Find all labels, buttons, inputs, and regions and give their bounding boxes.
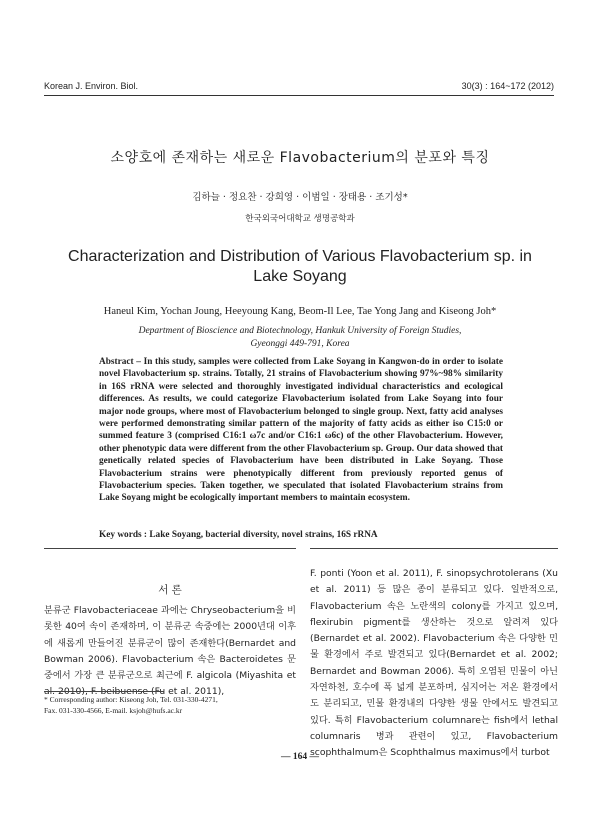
running-header (44, 81, 554, 95)
keywords: Key words : Lake Soyang, bacterial diversity, novel strains, 16S rRNA (99, 530, 378, 540)
footnote-rule (44, 691, 164, 692)
korean-affiliation: 한국외국어대학교 생명공학과 (245, 214, 355, 224)
korean-authors: 김하늘 · 정요찬 · 강희영 · 이범일 · 장태용 · 조기성* (192, 192, 408, 203)
affiliation-line-1: Department of Bioscience and Biotechnology, Hankuk University of Foreign Studies, (138, 326, 462, 336)
journal-name: Korean J. Environ. Biol. (44, 81, 139, 91)
footnote-line-1: * Corresponding author: Kiseong Joh, Tel. 031-330-4271, (44, 695, 218, 704)
english-authors: Haneul Kim, Yochan Joung, Heeyoung Kang, Beom-Il Lee, Tae Yong Jang and Kiseong Joh* (103, 306, 497, 317)
english-affiliation (0, 325, 600, 351)
right-column-text: F. ponti (Yoon et al. 2011), F. sinopsychrotolerans (Xu et al. 2011) 등 많은 종이 분류되고 있다. 일반적으로, Flavobacterium 속은 노란색의 colony를 가지고 있으며, flexirubin pigment를 생산하는 것으로 알려져 있다(Bernardet et al. 2002). Flavobacterium 속은 다양한 민물 환경에서 주로 발견되고 있다(Bernardet et al. 2002; Bernardet and Bowman 2006). 특히 오염된 민물이 아닌 자연하천, 호수에 폭 넓게 분포하며, 심지어는 저온 환경에서도 분리되고, 민물 환경내의 다양한 생물 안에서도 발견되고 있다. 특히 Flavobacterium columnare는 fish에서 lethal columnaris 병과 관련이 있고, Flavobacterium scophthalmum은 Scophthalmus maximus에서 turbot (310, 568, 558, 759)
abstract: Abstract – In this study, samples were collected from Lake Soyang in Kangwon-do in order to isolate novel Flavobacterium sp. strains. Totally, 21 strains of Flavobacterium showing 97%~98% similarity in 16S rRNA were selected and thoroughly investigated individual characteristics and ecological differences. As results, we could categorize Flavobacterium isolated from Lake Soyang into four major node groups, where most of Flavobacterium belonged to single group. Next, fatty acid analyses were performed demonstrating similar pattern of the majority of fatty acids as either iso C15:0 or summed feature 3 (comprised C16:1 ω7c and/or C16:1 ω6c) of the other Flavobacterium. However, other phenotypic data were different from the other Flavobacterium sp. Group. Our data showed that genetically related species of Flavobacterium have been distributed in Lake Soyang. Those Flavobacterium strains were phenotypically different from previously reported genus of Flavobacterium species. Taken together, we speculated that isolated Flavobacterium strains from Lake Soyang might be ecologically important members to maintain ecosystem. (99, 357, 503, 504)
header-rule (44, 95, 554, 96)
affiliation-line-2: Gyeonggi 449-791, Korea (250, 339, 350, 349)
left-column-text: 분류군 Flavobacteriaceae 과에는 Chryseobacterium을 비롯한 40여 속이 존재하며, 이 분류군 속중에는 2000년대 이후에 새롭게 만들어진 분류군이 많이 존재한다(Bernardet and Bowman 2006). Flavobacterium 속은 Bacteroidetes 문 중에서 가장 큰 분류군으로 최근에 F. algicola (Miyashita et al. 2010), F. beibuense (Fu et al. 2011), (44, 605, 296, 698)
english-title: Characterization and Distribution of Various Flavobacterium sp. in Lake Soyang (68, 248, 532, 285)
issue-info: 30(3) : 164~172 (2012) (461, 81, 554, 91)
page-number: — 164 — (281, 752, 319, 762)
footnote-line-2: Fax. 031-330-4566, E-mail. ksjoh@hufs.ac.kr (44, 706, 183, 715)
section-heading: 서 론 (158, 584, 182, 596)
footnote (44, 694, 294, 716)
right-column-rule (310, 548, 558, 549)
korean-title: 소양호에 존재하는 새로운 Flavobacterium의 분포와 특징 (110, 150, 490, 166)
left-column-rule (44, 548, 296, 549)
